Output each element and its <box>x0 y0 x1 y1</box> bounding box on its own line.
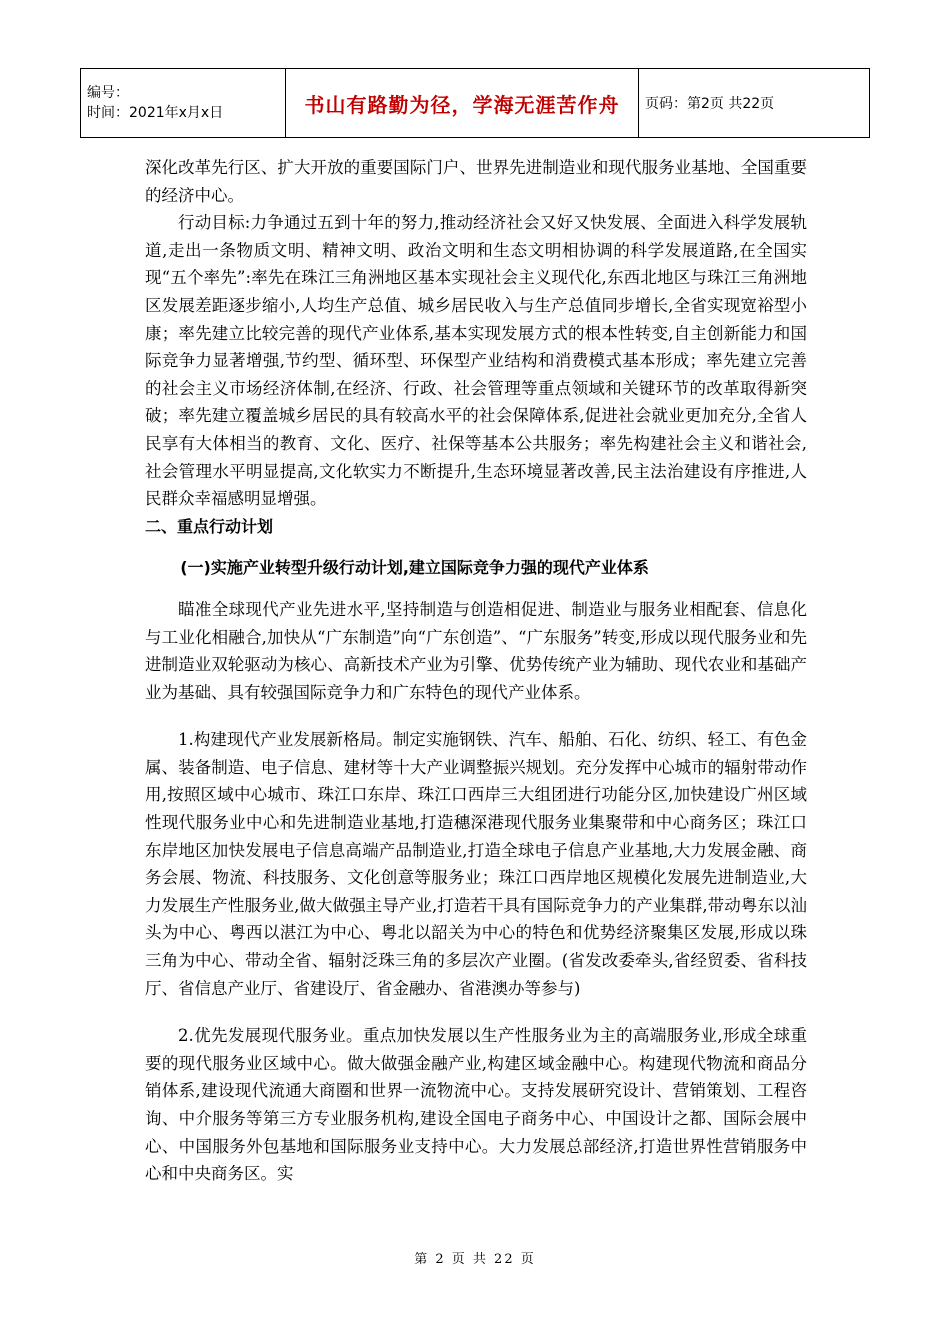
paragraph-continuation: 深化改革先行区、扩大开放的重要国际门户、世界先进制造业和现代服务业基地、全国重要的经济中心。 <box>145 158 807 205</box>
document-header <box>80 68 870 138</box>
paragraph-industry-intro: 瞄准全球现代产业先进水平,坚持制造与创造相促进、制造业与服务业相配套、信息化与工业化相融合,加快从“广东制造”向“广东创造”、“广东服务”转变,形成以现代服务业和先进制造业双轮驱动为核心、高新技术产业为引擎、优势传统产业为辅助、现代农业和基础产业为基础、具有较强国际竞争力和广东特色的现代产业体系。 <box>145 599 807 702</box>
paragraph-item-1: 1.构建现代产业发展新格局。制定实施钢铁、汽车、船舶、石化、纺织、轻工、有色金属、装备制造、电子信息、建材等十大产业调整振兴规划。充分发挥中心城市的辐射带动作用,按照区域中心城市、珠江口东岸、珠江口西岸三大组团进行功能分区,加快建设广州区域性现代服务业中心和先进制造业基地,打造穗深港现代服务业集聚带和中心商务区；珠江口东岸地区加快发展电子信息高端产品制造业,打造全球电子信息产业基地,大力发展金融、商务会展、物流、科技服务、文化创意等服务业；珠江口西岸地区规模化发展先进制造业,大力发展生产性服务业,做大做强主导产业,打造若干具有国际竞争力的产业集群,带动粤东以汕头为中心、粤西以湛江为中心、粤北以韶关为中心的特色和优势经济聚集区发展,形成以珠三角为中心、带动全省、辐射泛珠三角的多层次产业圈。(省发改委牵头,省经贸委、省科技厅、省信息产业厅、省建设厅、省金融办、省港澳办等参与) <box>145 730 807 998</box>
subsection-heading: (一)实施产业转型升级行动计划,建立国际竞争力强的现代产业体系 <box>180 558 649 578</box>
document-body <box>145 154 807 1188</box>
section-heading: 二、重点行动计划 <box>145 516 274 536</box>
paragraph-item-2: 2.优先发展现代服务业。重点加快发展以生产性服务业为主的高端服务业,形成全球重要的现代服务业区域中心。做大做强金融产业,构建区域金融中心。构建现代物流和商品分销体系,建设现代流通大商圈和世界一流物流中心。支持发展研究设计、营销策划、工程咨询、中介服务等第三方专业服务机构,建设全国电子商务中心、中国设计之都、国际会展中心、中国服务外包基地和国际服务业支持中心。大力发展总部经济,打造世界性营销服务中心和中央商务区。实 <box>145 1026 807 1184</box>
page-info: 页码：第2页 共22页 <box>639 69 870 138</box>
serial-number-label: 编号： <box>87 85 129 101</box>
motto-banner: 书山有路勤为径，学海无涯苦作舟 <box>286 69 639 138</box>
page-footer: 第 2 页 共 22 页 <box>414 1252 536 1267</box>
header-meta-cell <box>81 69 286 138</box>
date-label: 时间：2021年x月x日 <box>87 105 224 121</box>
paragraph-action-goal: 行动目标:力争通过五到十年的努力,推动经济社会又好又快发展、全面进入科学发展轨道,走出一条物质文明、精神文明、政治文明和生态文明相协调的科学发展道路,在全国实现“五个率先”:率先在珠江三角洲地区基本实现社会主义现代化,东西北地区与珠江三角洲地区发展差距逐步缩小,人均生产总值、城乡居民收入与生产总值同步增长,全省实现宽裕型小康；率先建立比较完善的现代产业体系,基本实现发展方式的根本性转变,自主创新能力和国际竞争力显著增强,节约型、循环型、环保型产业结构和消费模式基本形成；率先建立完善的社会主义市场经济体制,在经济、行政、社会管理等重点领域和关键环节的改革取得新突破；率先建立覆盖城乡居民的具有较高水平的社会保障体系,促进社会就业更加充分,全省人民享有大体相当的教育、文化、医疗、社保等基本公共服务；率先构建社会主义和谐社会,社会管理水平明显提高,文化软实力不断提升,生态环境显著改善,民主法治建设有序推进,人民群众幸福感明显增强。 <box>145 213 807 509</box>
